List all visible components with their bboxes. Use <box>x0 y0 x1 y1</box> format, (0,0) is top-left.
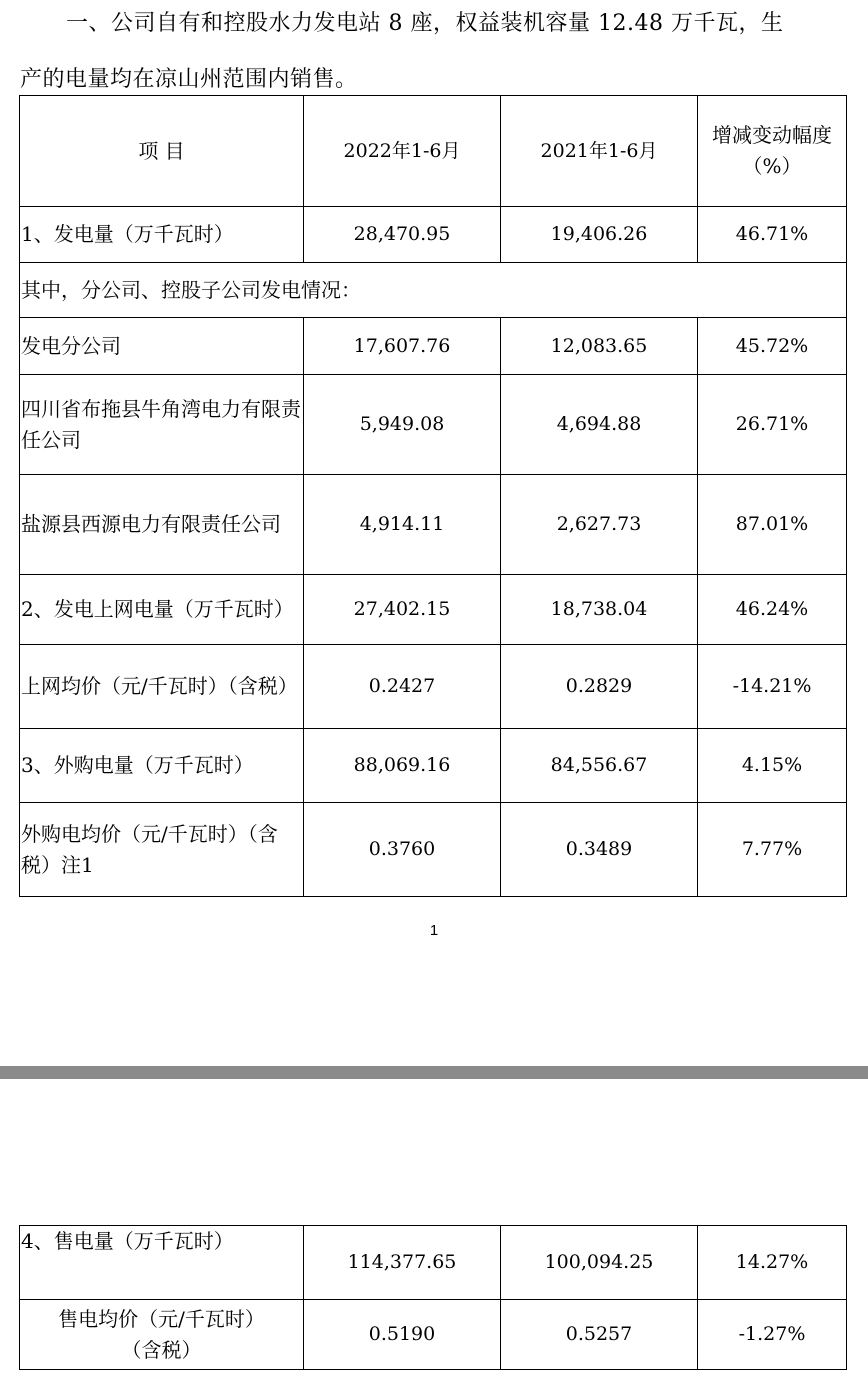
row-label: 2、发电上网电量（万千瓦时） <box>20 575 304 645</box>
power-sales-table <box>19 1225 847 1370</box>
row-change: 46.24% <box>698 575 847 645</box>
page-separator <box>0 1066 868 1079</box>
row-value-2021: 0.5257 <box>501 1300 698 1370</box>
table-row <box>20 729 847 803</box>
row-value-2021: 100,094.25 <box>501 1226 698 1300</box>
row-change: 87.01% <box>698 475 847 575</box>
row-value-2022: 114,377.65 <box>304 1226 501 1300</box>
table-header-row <box>20 96 847 207</box>
row-label: 1、发电量（万千瓦时） <box>20 207 304 263</box>
page-number: 1 <box>429 922 439 939</box>
row-value-2021: 12,083.65 <box>501 318 698 375</box>
document-page-2 <box>0 1079 868 1388</box>
row-value-2022: 0.2427 <box>304 645 501 729</box>
table-row <box>20 803 847 897</box>
table-row <box>20 207 847 263</box>
row-label: 四川省布拖县牛角湾电力有限责任公司 <box>20 375 304 475</box>
table-row <box>20 1300 847 1370</box>
header-change-unit: （%） <box>742 154 802 178</box>
row-label <box>20 1300 304 1370</box>
intro-paragraph-line-1: 一、公司自有和控股水力发电站 8 座，权益装机容量 12.48 万千瓦，生 <box>66 11 784 36</box>
row-value-2021: 84,556.67 <box>501 729 698 803</box>
table-row <box>20 575 847 645</box>
row-label-line-2: （含税） <box>121 1337 202 1362</box>
row-value-2022: 4,914.11 <box>304 475 501 575</box>
header-change <box>698 96 847 207</box>
row-label: 上网均价（元/千瓦时）（含税） <box>20 645 304 729</box>
row-value-2021: 2,627.73 <box>501 475 698 575</box>
power-generation-table <box>19 95 847 897</box>
row-value-2022: 0.3760 <box>304 803 501 897</box>
row-change: 7.77% <box>698 803 847 897</box>
row-value-2021: 0.2829 <box>501 645 698 729</box>
row-change: 14.27% <box>698 1226 847 1300</box>
table-row <box>20 375 847 475</box>
row-value-2022: 17,607.76 <box>304 318 501 375</box>
row-value-2022: 5,949.08 <box>304 375 501 475</box>
intro-paragraph-line-2: 产的电量均在凉山州范围内销售。 <box>20 67 358 92</box>
table-row <box>20 475 847 575</box>
row-change: -14.21% <box>698 645 847 729</box>
row-value-2022: 28,470.95 <box>304 207 501 263</box>
row-change: 4.15% <box>698 729 847 803</box>
table-row <box>20 318 847 375</box>
table-row <box>20 645 847 729</box>
header-change-label: 增减变动幅度 <box>712 123 832 147</box>
table-row <box>20 263 847 318</box>
row-label: 3、外购电量（万千瓦时） <box>20 729 304 803</box>
row-change: 26.71% <box>698 375 847 475</box>
header-2022: 2022年1-6月 <box>304 96 501 207</box>
row-value-2021: 0.3489 <box>501 803 698 897</box>
header-2021: 2021年1-6月 <box>501 96 698 207</box>
row-change: 45.72% <box>698 318 847 375</box>
row-label-line-1: 售电均价（元/千瓦时） <box>58 1306 265 1331</box>
row-change: -1.27% <box>698 1300 847 1370</box>
row-value-2021: 4,694.88 <box>501 375 698 475</box>
row-value-2022: 0.5190 <box>304 1300 501 1370</box>
row-label: 盐源县西源电力有限责任公司 <box>20 475 304 575</box>
row-change: 46.71% <box>698 207 847 263</box>
section-label: 其中，分公司、控股子公司发电情况： <box>20 263 847 318</box>
row-label: 4、售电量（万千瓦时） <box>20 1226 304 1300</box>
row-value-2022: 88,069.16 <box>304 729 501 803</box>
table-row <box>20 1226 847 1300</box>
row-value-2021: 19,406.26 <box>501 207 698 263</box>
row-label: 外购电均价（元/千瓦时）（含税）注1 <box>20 803 304 897</box>
header-item: 项 目 <box>20 96 304 207</box>
row-label: 发电分公司 <box>20 318 304 375</box>
row-value-2021: 18,738.04 <box>501 575 698 645</box>
row-value-2022: 27,402.15 <box>304 575 501 645</box>
